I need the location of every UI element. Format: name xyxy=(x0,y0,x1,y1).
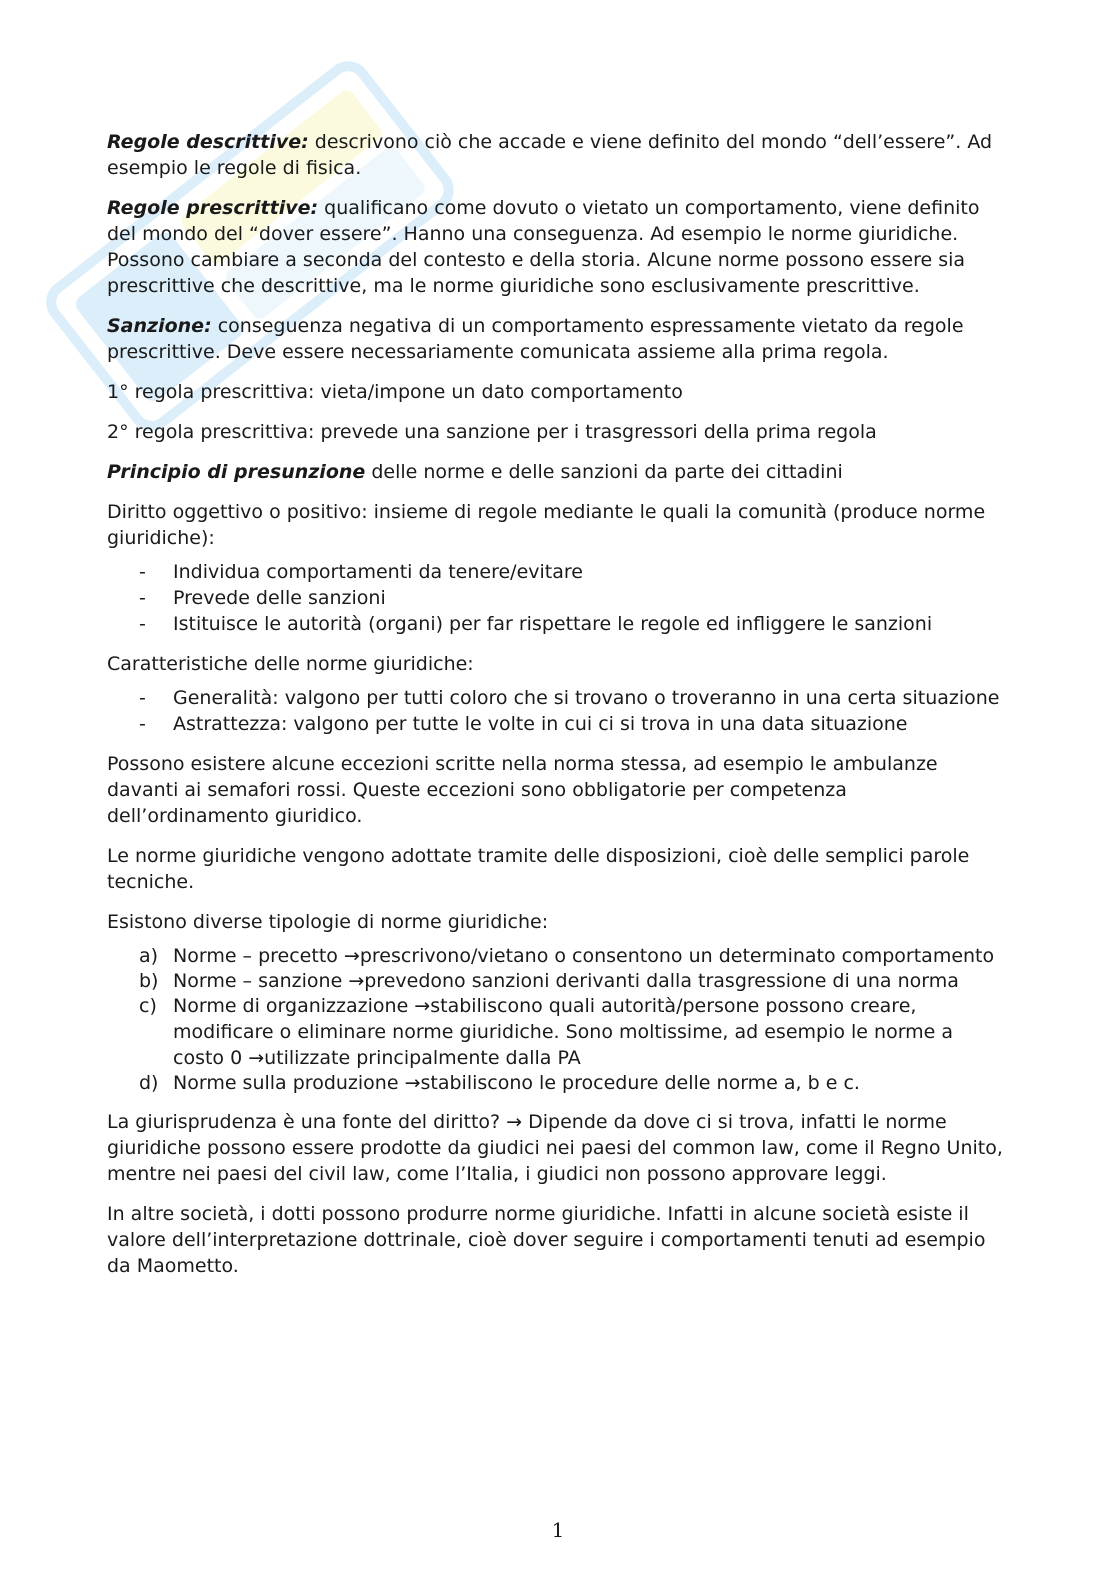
paragraph-regole-prescrittive xyxy=(107,195,1007,299)
term-regole-descrittive: Regole descrittive: xyxy=(107,131,309,153)
list-caratteristiche xyxy=(107,685,1007,737)
document-page xyxy=(107,129,1007,1293)
list-item: - Prevede delle sanzioni xyxy=(139,587,386,609)
definition-text: delle norme e delle sanzioni da parte dei cittadini xyxy=(365,461,843,483)
list-item: - Istituisce le autorità (organi) per far rispettare le regole ed infliggere le sanzioni xyxy=(139,613,933,635)
paragraph-eccezioni: Possono esistere alcune eccezioni scritte nella norma stessa, ad esempio le ambulanze davanti ai semafori rossi. Queste eccezioni sono obbligatorie per competenza dell’ordinamento giuridico. xyxy=(107,753,938,827)
term-sanzione: Sanzione: xyxy=(107,315,212,337)
paragraph-giurisprudenza: La giurisprudenza è una fonte del diritto? → Dipende da dove ci si trova, infatti le norme giuridiche possono essere prodotte da giudici nei paesi del common law, come il Regno Unito, mentre nei paesi del civil law, come l’Italia, i giudici non possono approvare leggi. xyxy=(107,1111,1003,1185)
paragraph-disposizioni: Le norme giuridiche vengono adottate tramite delle disposizioni, cioè delle semplici parole tecniche. xyxy=(107,845,970,893)
dash-marker: - xyxy=(139,561,146,583)
definition-text: qualificano come dovuto o vietato un comportamento, viene definito del mondo del “dover essere”. Hanno una conseguenza. Ad esempio le norme giuridiche. Possono cambiare a seconda del contesto e della storia. Alcune norme possono essere sia prescrittive che descrittive, ma le norme giuridiche sono esclusivamente prescrittive. xyxy=(107,197,980,297)
term-regole-prescrittive: Regole prescrittive: xyxy=(107,197,319,219)
list-item: - Astrattezza: valgono per tutte le volte in cui ci si trova in una data situazione xyxy=(139,713,908,735)
paragraph-sanzione xyxy=(107,313,1007,365)
dash-marker: - xyxy=(139,613,146,635)
dash-marker: - xyxy=(139,687,146,709)
paragraph-prima-regola: 1° regola prescrittiva: vieta/impone un dato comportamento xyxy=(107,381,683,403)
letter-marker: a) xyxy=(139,945,159,967)
list-tipologie xyxy=(107,943,1007,1096)
page-number: 1 xyxy=(551,1518,565,1542)
list-item: - Generalità: valgono per tutti coloro che si trovano o troveranno in una certa situazione xyxy=(139,687,1000,709)
definition-text: conseguenza negativa di un comportamento espressamente vietato da regole prescrittive. Deve essere necessariamente comunicata assieme alla prima regola. xyxy=(107,315,964,363)
list-item: d) Norme sulla produzione →stabiliscono le procedure delle norme a, b e c. xyxy=(139,1072,860,1094)
letter-marker: c) xyxy=(139,995,157,1017)
paragraph-regole-descrittive xyxy=(107,129,1007,181)
list-diritto-oggettivo xyxy=(107,559,1007,637)
list-item: b) Norme – sanzione →prevedono sanzioni derivanti dalla trasgressione di una norma xyxy=(139,970,959,992)
paragraph-diritto-oggettivo: Diritto oggettivo o positivo: insieme di regole mediante le quali la comunità (produce norme giuridiche): xyxy=(107,501,986,549)
letter-marker: d) xyxy=(139,1072,159,1094)
paragraph-seconda-regola: 2° regola prescrittiva: prevede una sanzione per i trasgressori della prima regola xyxy=(107,421,877,443)
list-item: c) Norme di organizzazione →stabiliscono quali autorità/persone possono creare, modificare o eliminare norme giuridiche. Sono moltissime, ad esempio le norme a costo 0 →utilizzate principalmente dalla PA xyxy=(139,995,954,1069)
dash-marker: - xyxy=(139,713,146,735)
letter-marker: b) xyxy=(139,970,159,992)
term-principio-presunzione: Principio di presunzione xyxy=(107,461,366,483)
dash-marker: - xyxy=(139,587,146,609)
list-item: - Individua comportamenti da tenere/evitare xyxy=(139,561,583,583)
paragraph-tipologie: Esistono diverse tipologie di norme giuridiche: xyxy=(107,911,549,933)
list-item: a) Norme – precetto →prescrivono/vietano o consentono un determinato comportamento xyxy=(139,945,995,967)
definition-text: descrivono ciò che accade e viene definito del mondo “dell’essere”. Ad esempio le regole di fisica. xyxy=(107,131,993,179)
paragraph-caratteristiche: Caratteristiche delle norme giuridiche: xyxy=(107,653,474,675)
paragraph-dotti: In altre società, i dotti possono produrre norme giuridiche. Infatti in alcune società esiste il valore dell’interpretazione dottrinale, cioè dover seguire i comportamenti tenuti ad esempio da Maometto. xyxy=(107,1203,986,1277)
paragraph-principio-presunzione xyxy=(107,459,1007,485)
